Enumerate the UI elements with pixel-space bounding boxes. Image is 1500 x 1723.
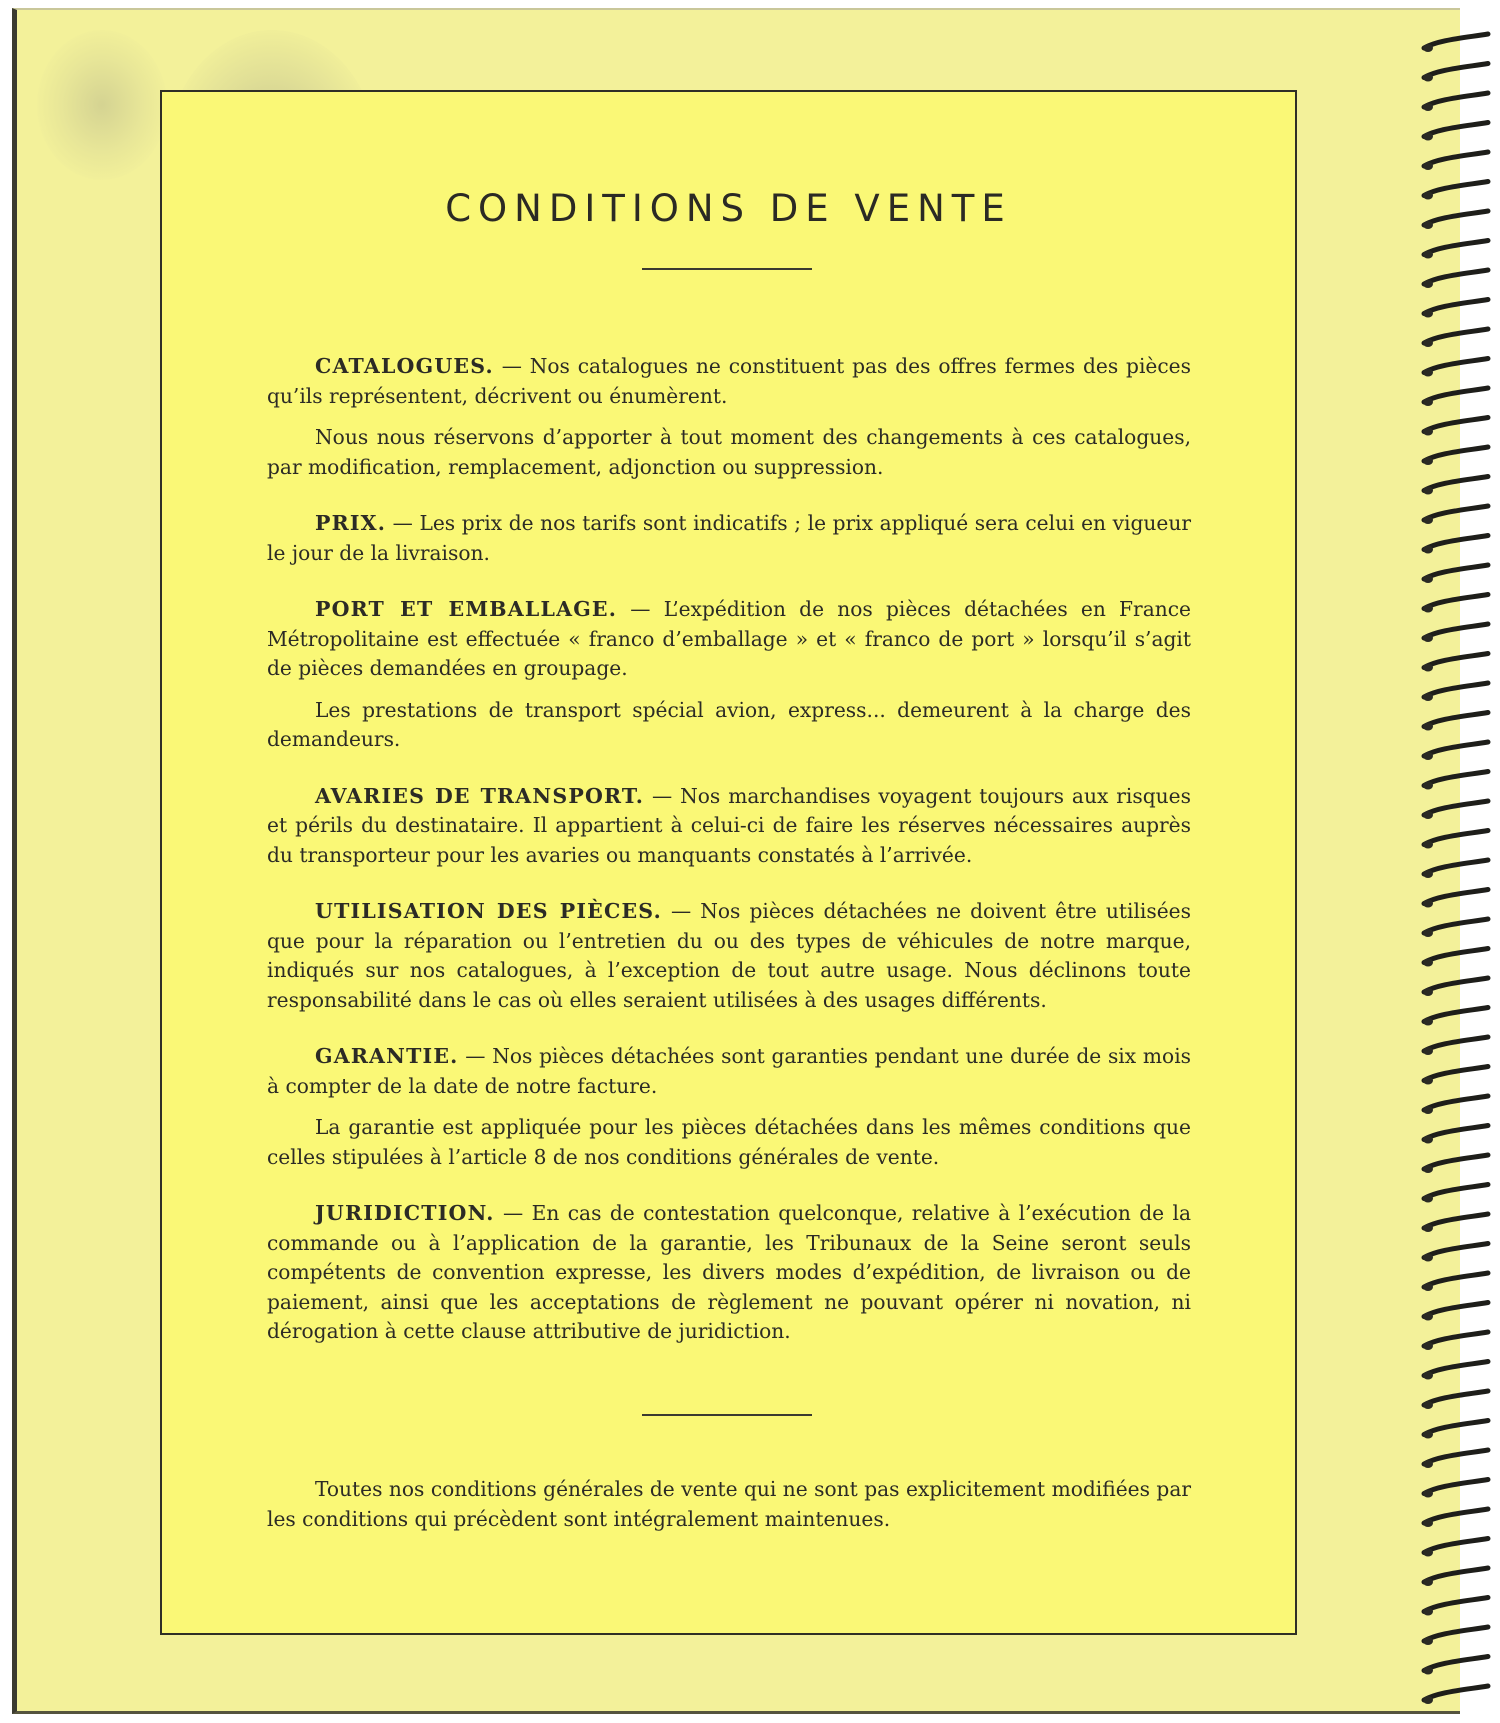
- spiral-loop: [1423, 1037, 1488, 1055]
- section-heading: PRIX.: [315, 511, 387, 535]
- spiral-loop: [1423, 1096, 1488, 1114]
- spiral-loop: [1423, 1303, 1488, 1321]
- section-heading: CATALOGUES.: [315, 354, 494, 378]
- spiral-loop: [1423, 772, 1488, 790]
- dash: —: [651, 783, 673, 808]
- spiral-loop: [1423, 1627, 1488, 1645]
- dash: —: [630, 597, 651, 621]
- dash: —: [501, 354, 522, 378]
- dash: —: [502, 1201, 524, 1225]
- spiral-loop: [1423, 860, 1488, 878]
- spiral-loop: [1423, 1008, 1488, 1026]
- spiral-loop: [1423, 388, 1488, 406]
- spiral-loop: [1423, 1539, 1488, 1557]
- section-paragraph: [267, 1113, 1191, 1172]
- spiral-loop: [1423, 919, 1488, 937]
- section-paragraph: [267, 897, 1191, 1015]
- section-paragraph: [267, 1199, 1191, 1347]
- divider-rule: [642, 268, 812, 270]
- closing-statement: [267, 1475, 1191, 1534]
- spiral-loop: [1423, 1480, 1488, 1498]
- spiral-loop: [1423, 1657, 1488, 1675]
- spiral-loop: [1423, 890, 1488, 908]
- spiral-loop: [1423, 1686, 1488, 1704]
- dash: —: [392, 511, 413, 535]
- conditions-body: [267, 352, 1191, 1347]
- section-paragraph: [267, 696, 1191, 755]
- dash: —: [465, 1044, 486, 1068]
- section-paragraph: [267, 595, 1191, 684]
- divider-rule: [642, 1414, 812, 1416]
- paragraph-text: L’expédition de nos pièces détachées en France Métropolitaine est effectuée « franco d’emballage » et « franco de port » lorsqu’il s’agit de pièces demandées en groupage.: [267, 597, 1191, 680]
- spiral-loop: [1423, 1244, 1488, 1262]
- spiral-loop: [1423, 1421, 1488, 1439]
- spiral-loop: [1423, 949, 1488, 967]
- paragraph-text: Nos pièces détachées sont garanties pendant une durée de six mois à compter de la date de notre facture.: [267, 1044, 1192, 1098]
- spiral-loop: [1423, 595, 1488, 613]
- spiral-loop: [1423, 418, 1488, 436]
- spiral-loop: [1423, 1273, 1488, 1291]
- page-title: CONDITIONS DE VENTE: [445, 187, 1012, 230]
- spiral-loop: [1423, 713, 1488, 731]
- spiral-loop: [1423, 329, 1488, 347]
- spiral-loop: [1423, 565, 1488, 583]
- spiral-loop: [1423, 683, 1488, 701]
- paragraph-text: Nos pièces détachées ne doivent être utilisées que pour la réparation ou l’entretien du ou des types de véhicules de notre marque, indiqués sur nos catalogues, à l’exception de tout autre usage. Nous déclinons toute responsabilité dans le cas où elles seraient utilisées à des usages différents.: [267, 899, 1191, 1012]
- spiral-loop: [1423, 1155, 1488, 1173]
- spiral-loop: [1423, 64, 1488, 82]
- spiral-loop: [1423, 241, 1488, 259]
- paragraph-text: Les prix de nos tarifs sont indicatifs ; le prix appliqué sera celui en vigueur le jour de la livraison.: [267, 511, 1192, 565]
- spiral-loop: [1423, 978, 1488, 996]
- paragraph-text: Nos catalogues ne constituent pas des offres fermes des pièces qu’ils représentent, décrivent ou énumèrent.: [267, 354, 1191, 408]
- spiral-binding-icon: [1418, 30, 1493, 1710]
- spiral-loop: [1423, 1450, 1488, 1468]
- spiral-loop: [1423, 270, 1488, 288]
- spiral-loop: [1423, 1332, 1488, 1350]
- spiral-loop: [1423, 801, 1488, 819]
- section-paragraph: [267, 782, 1191, 871]
- section-paragraph: [267, 423, 1191, 482]
- spiral-loop: [1423, 300, 1488, 318]
- section-paragraph: [267, 509, 1191, 568]
- paragraph-text: Nos marchandises voyagent toujours aux risques et périls du destinataire. Il appartient à celui-ci de faire les réserves nécessaires auprès du transporteur pour les avaries ou manquants constatés à l’arrivée.: [267, 783, 1191, 867]
- spiral-loop: [1423, 1568, 1488, 1586]
- spiral-loop: [1423, 34, 1488, 52]
- spiral-loop: [1423, 1598, 1488, 1616]
- spiral-loop: [1423, 477, 1488, 495]
- spiral-loop: [1423, 182, 1488, 200]
- spiral-loop: [1423, 742, 1488, 760]
- spiral-loop: [1423, 1185, 1488, 1203]
- spiral-loop: [1423, 654, 1488, 672]
- conditions-panel: [160, 90, 1297, 1635]
- paragraph-text: En cas de contestation quelconque, relative à l’exécution de la commande ou à l’application de la garantie, les Tribunaux de la Seine seront seuls compétents de convention expresse, les divers modes d’expédition, de livraison ou de paiement, ainsi que les acceptations de règlement ne pouvant opérer ni novation, ni dérogation à cette clause attributive de juridiction.: [267, 1201, 1192, 1343]
- stain-mark: [37, 30, 167, 180]
- section-heading: AVARIES DE TRANSPORT.: [315, 783, 645, 808]
- section-heading: GARANTIE.: [315, 1044, 459, 1068]
- spiral-binding: [1418, 30, 1493, 1710]
- closing-paragraph: Toutes nos conditions générales de vente qui ne sont pas explicitement modifiées par les conditions qui précèdent sont intégralement maintenues.: [267, 1477, 1191, 1531]
- spiral-loop: [1423, 624, 1488, 642]
- section-heading: JURIDICTION.: [315, 1201, 495, 1225]
- paragraph-text: Les prestations de transport spécial avion, express... demeurent à la charge des demandeurs.: [267, 697, 1191, 751]
- spiral-loop: [1423, 1067, 1488, 1085]
- paragraph-text: La garantie est appliquée pour les pièces détachées dans les mêmes conditions que celles stipulées à l’article 8 de nos conditions générales de vente.: [267, 1115, 1191, 1169]
- spiral-loop: [1423, 152, 1488, 170]
- spiral-loop: [1423, 831, 1488, 849]
- spiral-loop: [1423, 359, 1488, 377]
- spiral-loop: [1423, 1509, 1488, 1527]
- section-heading: UTILISATION DES PIÈCES.: [315, 899, 662, 923]
- spiral-loop: [1423, 1362, 1488, 1380]
- spiral-loop: [1423, 93, 1488, 111]
- dash: —: [670, 899, 692, 923]
- spiral-loop: [1423, 447, 1488, 465]
- paragraph-text: Nous nous réservons d’apporter à tout moment des changements à ces catalogues, par modification, remplacement, adjonction ou suppression.: [267, 425, 1191, 479]
- spiral-loop: [1423, 1214, 1488, 1232]
- spiral-loop: [1423, 1391, 1488, 1409]
- section-paragraph: [267, 352, 1191, 411]
- section-heading: PORT ET EMBALLAGE.: [315, 597, 618, 621]
- section-paragraph: [267, 1042, 1191, 1101]
- spiral-loop: [1423, 211, 1488, 229]
- spiral-loop: [1423, 1126, 1488, 1144]
- spiral-loop: [1423, 123, 1488, 141]
- spiral-loop: [1423, 506, 1488, 524]
- spiral-loop: [1423, 536, 1488, 554]
